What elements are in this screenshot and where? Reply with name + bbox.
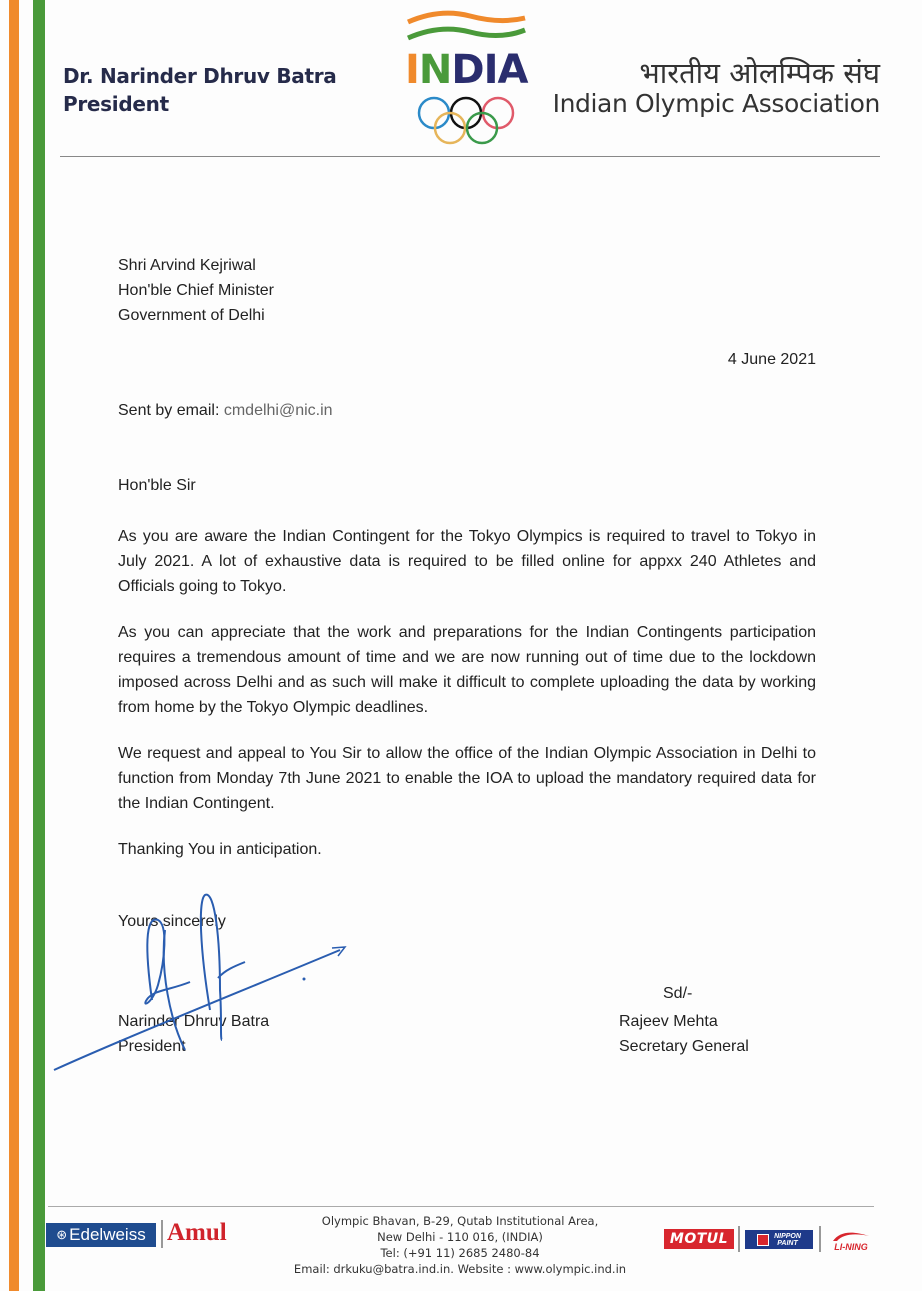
body-paragraph-2: As you can appreciate that the work and preparations for the Indian Contingents participation requires a tremendous amount of time and we are now running out of time due to the lockdown imposed across Delhi and as such will make it difficult to complete uploading the data by working from home by the Tokyo Olympic deadlines. xyxy=(118,624,816,716)
signatory-1-name: Narinder Dhruv Batra xyxy=(118,1013,270,1030)
nippon-square-icon xyxy=(757,1234,769,1246)
footer-address-line: New Delhi - 110 016, (INDIA) xyxy=(377,1230,543,1244)
recipient-name: Shri Arvind Kejriwal xyxy=(118,257,256,274)
signatory-2 xyxy=(619,1009,749,1059)
closing-line: Yours sincerely xyxy=(118,913,226,930)
signatory-1-title: President xyxy=(118,1038,186,1055)
edelweiss-flower-icon: ⊛ xyxy=(56,1227,68,1242)
sponsor-separator xyxy=(738,1226,740,1252)
footer-divider xyxy=(48,1206,874,1207)
footer-contact: Email: drkuku@batra.ind.in. Website : www.olympic.ind.in xyxy=(293,1262,627,1276)
sponsor-motul-logo: MOTUL xyxy=(664,1229,734,1249)
sponsor-separator xyxy=(161,1220,163,1248)
footer-address-line: Olympic Bhavan, B-29, Qutab Institutional Area, xyxy=(321,1214,599,1228)
india-olympic-logo xyxy=(400,8,535,148)
footer-address xyxy=(270,1213,650,1277)
li-ning-swoosh-icon xyxy=(831,1230,871,1242)
signatory-2-title: Secretary General xyxy=(619,1038,749,1055)
recipient-email-link[interactable]: cmdelhi@nic.in xyxy=(223,402,333,419)
letter-date: 4 June 2021 xyxy=(727,351,816,368)
signatory-1 xyxy=(118,1009,269,1059)
signatory-2-mark: Sd/- xyxy=(663,985,693,1002)
body-paragraph-3: We request and appeal to You Sir to allow the office of the Indian Olympic Association in Delhi to function from Monday 7th June 2021 to enable the IOA to upload the mandatory required data for the Indian Contingent. xyxy=(118,745,816,812)
saffron-stripe xyxy=(9,0,19,1291)
sent-by-line xyxy=(118,398,333,423)
sender-block xyxy=(63,62,336,118)
recipient-designation: Hon'ble Chief Minister xyxy=(118,282,275,299)
flag-wave-icon xyxy=(400,8,535,48)
org-name-hindi: भारतीय ओलम्पिक संघ xyxy=(639,56,880,90)
logo-wordmark: INDIA xyxy=(405,47,528,93)
org-name-english: Indian Olympic Association xyxy=(552,89,880,118)
header-divider xyxy=(60,156,880,157)
sponsor-edelweiss-logo: ⊛ Edelweiss xyxy=(46,1223,156,1247)
body-paragraph-1: As you are aware the Indian Contingent for the Tokyo Olympics is required to travel to Tokyo in July 2021. A lot of exhaustive data is required to be filled online for appxx 240 Athletes and Officials going to Tokyo. xyxy=(118,528,816,595)
footer-phone: Tel: (+91 11) 2685 2480-84 xyxy=(380,1246,540,1260)
olympic-rings-icon xyxy=(400,96,535,156)
sender-name: Dr. Narinder Dhruv Batra xyxy=(63,64,337,88)
salutation: Hon'ble Sir xyxy=(118,477,196,494)
recipient-address xyxy=(118,253,274,328)
sponsor-separator xyxy=(819,1226,821,1252)
recipient-office: Government of Delhi xyxy=(118,307,265,324)
sponsor-nippon-paint-logo: NIPPON PAINT xyxy=(745,1230,813,1249)
signatory-2-name: Rajeev Mehta xyxy=(619,1013,718,1030)
sponsor-li-ning-logo: LI-NING xyxy=(826,1228,876,1254)
thanks-line: Thanking You in anticipation. xyxy=(118,841,322,858)
sponsor-amul-logo: Amul xyxy=(167,1219,227,1246)
sent-by-label: Sent by email: xyxy=(118,402,220,419)
green-stripe xyxy=(33,0,45,1291)
sender-title: President xyxy=(63,92,169,116)
